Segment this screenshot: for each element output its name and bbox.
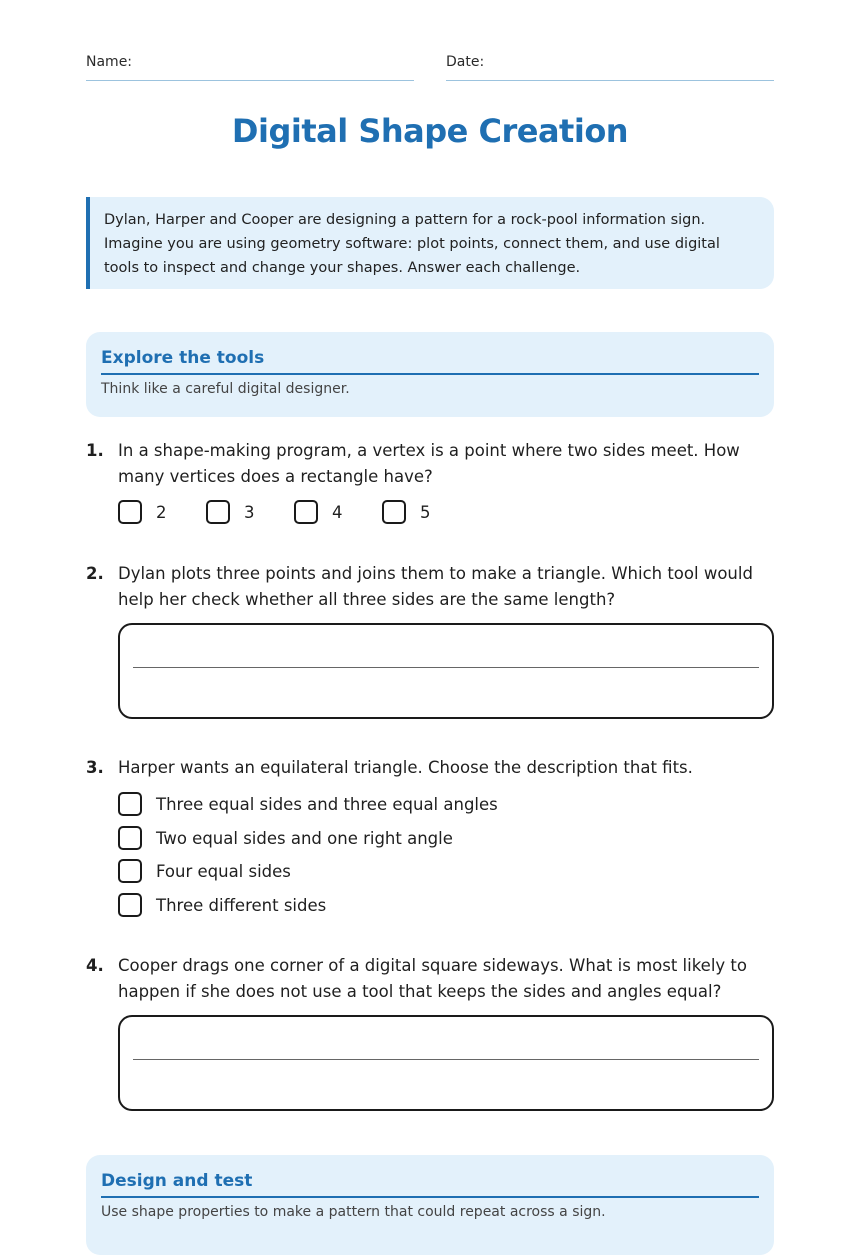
question-3 [86, 755, 774, 781]
question-text: Dylan plots three points and joins them to make a triangle. Which tool would help her check whether all three sides are the same length? [118, 564, 753, 609]
option-2[interactable] [118, 500, 206, 524]
question-4 [86, 953, 774, 1005]
name-field[interactable] [86, 54, 414, 81]
question-text: In a shape-making program, a vertex is a point where two sides meet. How many vertices does a rectangle have? [118, 441, 740, 486]
option-label: Four equal sides [156, 861, 291, 881]
question-text: Harper wants an equilateral triangle. Choose the description that fits. [118, 758, 693, 777]
answer-box-2[interactable] [118, 623, 774, 719]
option-label: 3 [244, 502, 255, 522]
option-four-equal-sides[interactable] [118, 859, 291, 883]
option-equal-sides-angles[interactable] [118, 792, 498, 816]
answer-line [133, 1059, 759, 1060]
option-label: Two equal sides and one right angle [156, 828, 453, 848]
question-1 [86, 438, 774, 490]
question-number: 2. [86, 564, 104, 583]
section-subtitle: Use shape properties to make a pattern that could repeat across a sign. [101, 1204, 606, 1220]
section-explore-tools [86, 332, 774, 417]
option-3[interactable] [206, 500, 294, 524]
intro-callout: Dylan, Harper and Cooper are designing a pattern for a rock-pool information sign. Imagine you are using geometry software: plot points, connect them, and use digital tools to inspect and change your shapes. Answer each challenge. [86, 197, 774, 289]
option-label: Three equal sides and three equal angles [156, 794, 498, 814]
section-title: Design and test [101, 1171, 759, 1198]
option-two-equal-right-angle[interactable] [118, 826, 453, 850]
section-title: Explore the tools [101, 348, 759, 375]
option-label: 5 [420, 502, 431, 522]
checkbox[interactable] [118, 826, 142, 850]
checkbox[interactable] [118, 859, 142, 883]
name-label: Name: [86, 54, 133, 70]
question-number: 3. [86, 758, 104, 777]
checkbox[interactable] [118, 792, 142, 816]
date-label: Date: [446, 54, 485, 70]
question-1-options [118, 500, 470, 524]
question-text: Cooper drags one corner of a digital square sideways. What is most likely to happen if she does not use a tool that keeps the sides and angles equal? [118, 956, 747, 1001]
option-label: 4 [332, 502, 343, 522]
option-three-different-sides[interactable] [118, 893, 326, 917]
option-4[interactable] [294, 500, 382, 524]
checkbox[interactable] [382, 500, 406, 524]
worksheet-title: Digital Shape Creation [231, 112, 629, 150]
checkbox[interactable] [206, 500, 230, 524]
checkbox[interactable] [118, 500, 142, 524]
section-design-test [86, 1155, 774, 1255]
question-number: 4. [86, 956, 104, 975]
section-subtitle: Think like a careful digital designer. [101, 381, 350, 397]
question-number: 1. [86, 441, 104, 460]
checkbox[interactable] [294, 500, 318, 524]
option-5[interactable] [382, 500, 470, 524]
date-field[interactable] [446, 54, 774, 81]
answer-box-4[interactable] [118, 1015, 774, 1111]
option-label: Three different sides [156, 895, 327, 915]
checkbox[interactable] [118, 893, 142, 917]
option-label: 2 [156, 502, 167, 522]
answer-line [133, 667, 759, 668]
question-2 [86, 561, 774, 613]
